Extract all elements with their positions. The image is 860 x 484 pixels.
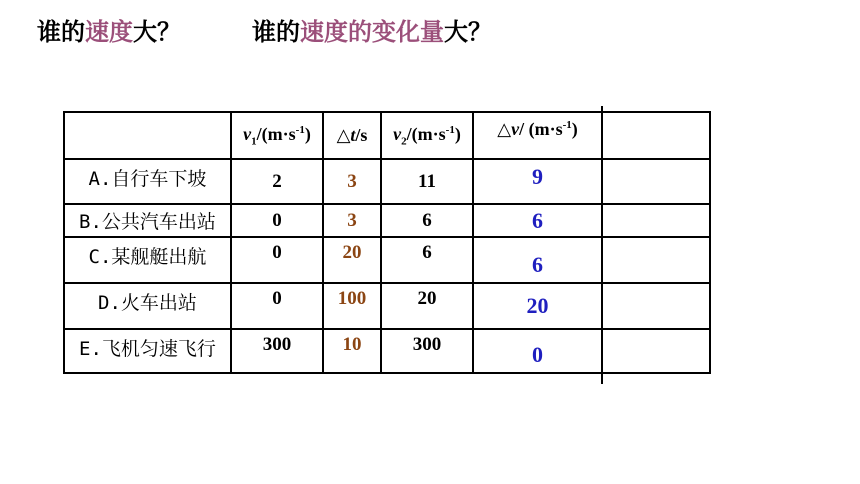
header-extra-cell	[602, 112, 710, 159]
cell-dt: 20	[323, 237, 381, 283]
cell-extra	[602, 329, 710, 373]
question-speed	[37, 12, 181, 47]
header-dt: △t/s	[323, 112, 381, 159]
cell-v1: 0	[231, 283, 323, 329]
cell-extra	[602, 283, 710, 329]
question-change-post: 大？	[444, 18, 492, 46]
cell-dt: 3	[323, 204, 381, 237]
row-label: C.某舰艇出航	[64, 237, 231, 283]
column-divider-line	[601, 106, 603, 384]
cell-extra	[602, 159, 710, 204]
cell-v1: 0	[231, 237, 323, 283]
table-row	[64, 204, 710, 237]
table-row	[64, 283, 710, 329]
cell-v2: 11	[381, 159, 473, 204]
header-dv: △v/ $(m\cdot s^{-1})$	[473, 112, 602, 159]
question-speed-change	[252, 12, 492, 47]
row-label: A.自行车下坡	[64, 159, 231, 204]
question-speed-pre: 谁的	[37, 18, 85, 46]
cell-v2: 6	[381, 204, 473, 237]
table-header-row	[64, 112, 710, 159]
table-row	[64, 159, 710, 204]
cell-v2: 20	[381, 283, 473, 329]
cell-v1: 2	[231, 159, 323, 204]
question-change-pre: 谁的	[252, 18, 300, 46]
cell-dv: 6	[473, 204, 602, 237]
header-empty-cell	[64, 112, 231, 159]
cell-extra	[602, 237, 710, 283]
question-speed-post: 大？	[133, 18, 181, 46]
cell-v2: 300	[381, 329, 473, 373]
cell-v2: 6	[381, 237, 473, 283]
cell-extra	[602, 204, 710, 237]
cell-dt: 3	[323, 159, 381, 204]
header-v2: $v_2/(m\cdot s^{-1})$	[381, 112, 473, 159]
cell-v1: 0	[231, 204, 323, 237]
question-change-highlight: 速度的变化量	[300, 18, 444, 46]
cell-v1: 300	[231, 329, 323, 373]
question-speed-highlight: 速度	[85, 18, 133, 46]
cell-dv: 6	[473, 237, 602, 283]
table-row	[64, 329, 710, 373]
row-label: E.飞机匀速飞行	[64, 329, 231, 373]
cell-dv: 20	[473, 283, 602, 329]
cell-dt: 10	[323, 329, 381, 373]
cell-dv: 9	[473, 159, 602, 204]
header-v1: $v_1/(m\cdot s^{-1})$	[231, 112, 323, 159]
cell-dt: 100	[323, 283, 381, 329]
cell-dv: 0	[473, 329, 602, 373]
table-row	[64, 237, 710, 283]
row-label: D.火车出站	[64, 283, 231, 329]
velocity-table	[63, 111, 711, 374]
row-label: B.公共汽车出站	[64, 204, 231, 237]
